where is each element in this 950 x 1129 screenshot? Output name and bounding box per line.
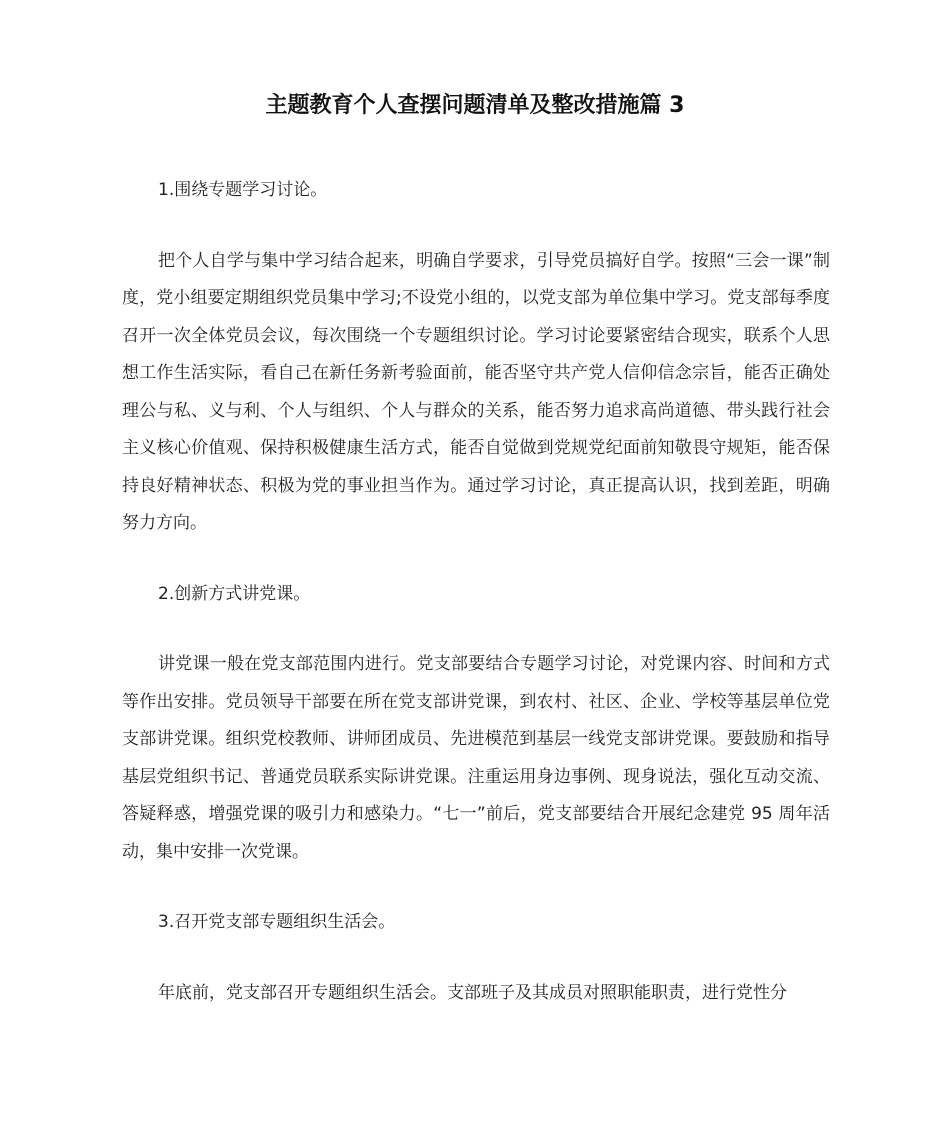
- document-title: 主题教育个人查摆问题清单及整改措施篇 3: [265, 93, 685, 118]
- section-spacer: [122, 871, 830, 904]
- section-spacer: [122, 613, 830, 646]
- section-paragraph-3: 年底前，党支部召开专题组织生活会。支部班子及其成员对照职能职责，进行党性分: [158, 982, 787, 1003]
- section-heading-1: 1.围绕专题学习讨论。: [158, 180, 328, 200]
- document-body: [122, 172, 830, 1012]
- section-spacer: [122, 942, 830, 975]
- section-paragraph-2: 讲党课一般在党支部范围内进行。党支部要结合专题学习讨论，对党课内容、时间和方式等作出安排。党员领导干部要在所在党支部讲党课，到农村、社区、企业、学校等基层单位党支部讲党课。组织党校教师、讲师团成员、先进模范到基层一线党支部讲党课。要鼓励和指导基层党组织书记、普通党员联系实际讲党课。注重运用身边事例、现身说法，强化互动交流、答疑释惑，增强党课的吸引力和感染力。“七一”前后，党支部要结合开展纪念建党 95 周年活动，集中安排一次党课。: [122, 654, 830, 862]
- section-paragraph-1: 把个人自学与集中学习结合起来，明确自学要求，引导党员搞好自学。按照“三会一课”制度，党小组要定期组织党员集中学习;不设党小组的，以党支部为单位集中学习。党支部每季度召开一次全体党员会议，每次围绕一个专题组织讨论。学习讨论要紧密结合现实，联系个人思想工作生活实际，看自己在新任务新考验面前，能否坚守共产党人信仰信念宗旨，能否正确处理公与私、义与利、个人与组织、个人与群众的关系，能否努力追求高尚道德、带头践行社会主义核心价值观、保持积极健康生活方式，能否自觉做到党规党纪面前知敬畏守规矩，能否保持良好精神状态、积极为党的事业担当作为。通过学习讨论，真正提高认识，找到差距，明确努力方向。: [122, 250, 830, 533]
- section-heading-2: 2.创新方式讲党课。: [158, 583, 311, 604]
- section-spacer: [122, 543, 830, 576]
- section-heading-3: 3.召开党支部专题组织生活会。: [158, 912, 396, 932]
- section-spacer: [122, 210, 830, 243]
